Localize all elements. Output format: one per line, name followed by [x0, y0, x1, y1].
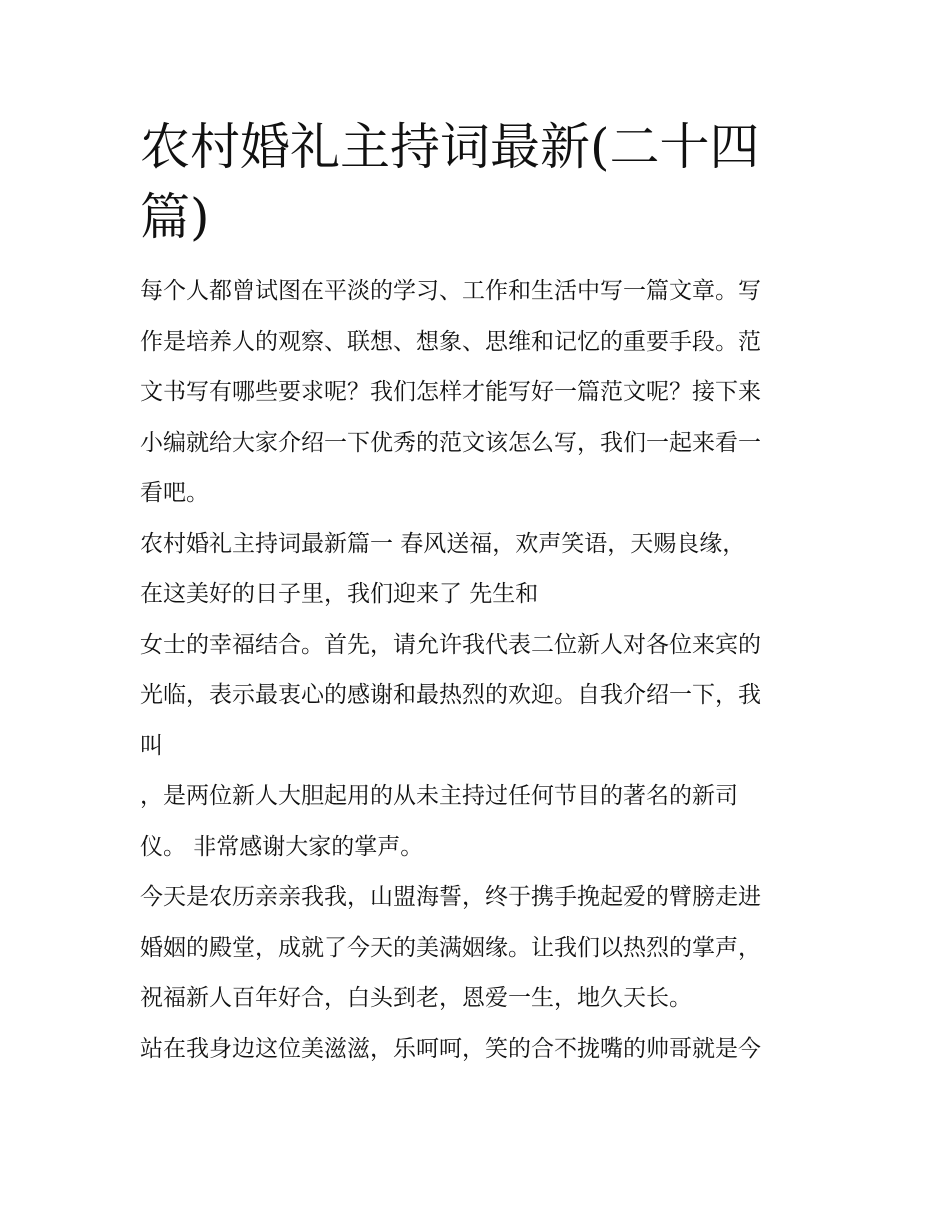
host-intro-paragraph — [140, 771, 812, 872]
text-line: 看吧。 — [140, 480, 209, 506]
text-line: 文书写有哪些要求呢？我们怎样才能写好一篇范文呢？接下来 — [140, 379, 761, 405]
text-line: 小编就给大家介绍一下优秀的范文该怎么写，我们一起来看一 — [140, 429, 761, 456]
title-line: 农村婚礼主持词最新(二十四 — [140, 118, 760, 176]
text-line: 仪。 非常感谢大家的掌声。 — [140, 833, 424, 860]
text-line: 每个人都曾试图在平淡的学习、工作和生活中写一篇文章。写 — [140, 278, 761, 304]
title-line: 篇) — [140, 188, 210, 246]
document-page — [140, 112, 812, 1074]
text-line: 在这美好的日子里，我们迎来了 先生和 — [140, 581, 539, 607]
section-one-heading-paragraph — [140, 519, 812, 620]
blessing-paragraph — [140, 872, 812, 1024]
welcome-paragraph — [140, 620, 812, 772]
text-line: 农村婚礼主持词最新篇一 春风送福，欢声笑语，天赐良缘， — [140, 530, 746, 557]
text-line: ，是两位新人大胆起用的从未主持过任何节目的著名的新司 — [140, 783, 738, 809]
text-line: 祝福新人百年好合，白头到老，恩爱一生，地久天长。 — [140, 985, 692, 1011]
groom-paragraph — [140, 1024, 812, 1075]
text-line: 今天是农历亲亲我我，山盟海誓，终于携手挽起爱的臂膀走进 — [140, 884, 761, 910]
text-line: 婚姻的殿堂，成就了今天的美满姻缘。让我们以热烈的掌声， — [140, 934, 761, 961]
text-line: 作是培养人的观察、联想、想象、思维和记忆的重要手段。范 — [140, 328, 761, 355]
text-line: 叫 — [140, 732, 163, 759]
intro-paragraph — [140, 266, 812, 519]
text-line: 站在我身边这位美滋滋，乐呵呵，笑的合不拢嘴的帅哥就是今 — [140, 1035, 761, 1062]
text-line: 女士的幸福结合。首先，请允许我代表二位新人对各位来宾的 — [140, 631, 761, 658]
text-line: 光临，表示最衷心的感谢和最热烈的欢迎。自我介绍一下，我 — [140, 682, 761, 708]
document-title — [140, 112, 812, 252]
